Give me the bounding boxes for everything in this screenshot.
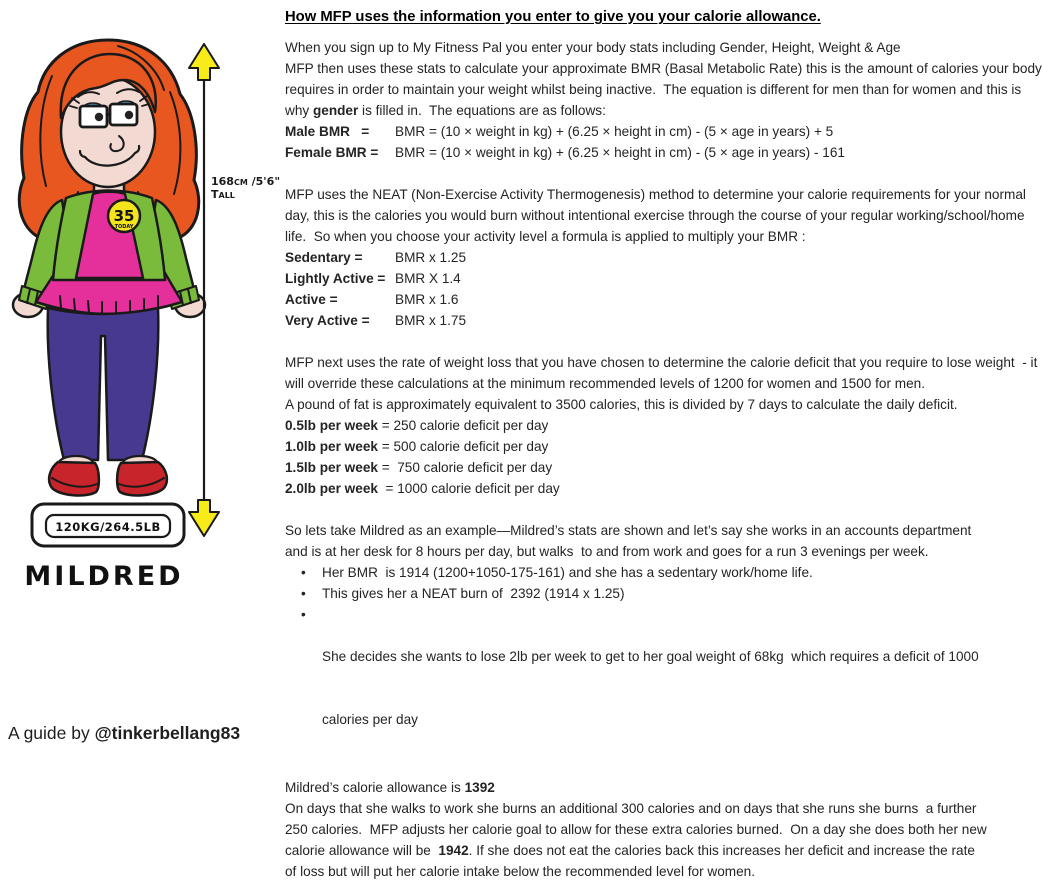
equation-label: Male BMR = — [285, 124, 370, 139]
activity-row-sedentary — [285, 247, 1037, 268]
text-segment: calorie allowance will be — [285, 843, 439, 858]
paragraph-line: will override these calculations at the minimum recommended levels of 1200 for women and 1500 for men. — [285, 376, 925, 391]
paragraph-line: So lets take Mildred as an example—Mildred’s stats are shown and let’s say she works in an accounts department — [285, 523, 972, 538]
up-arrow-icon — [189, 44, 219, 80]
text-segment: . If she does not eat the calories back this increases her deficit and increase the rate — [468, 843, 975, 858]
bullet-icon: • — [301, 586, 306, 601]
deficit-line — [285, 457, 1037, 478]
activity-label: Active = — [285, 292, 338, 307]
list-item — [285, 583, 1037, 604]
down-arrow-icon — [189, 500, 219, 536]
deficit-line — [285, 415, 1037, 436]
equation-label: Female BMR = — [285, 145, 379, 160]
list-item — [285, 604, 1037, 772]
height-label — [211, 175, 280, 201]
paragraph-line: of loss but will put her calorie intake below the recommended level for women. — [285, 864, 755, 879]
paragraph-line — [285, 840, 1037, 861]
bold-term: gender — [312, 103, 359, 118]
credit-text: A guide by — [8, 723, 95, 743]
paragraph-line: MFP next uses the rate of weight loss that you have chosen to determine the calorie deficit that you require to lose weight - it — [285, 355, 1038, 370]
paragraph-line: and is at her desk for 8 hours per day, but walks to and from work and goes for a run 3 evenings per week. — [285, 544, 929, 559]
mildred-figure-panel — [0, 0, 285, 625]
list-item — [285, 562, 1037, 583]
height-label-line2: Tall — [211, 188, 235, 201]
mildred-illustration — [0, 0, 285, 620]
activity-label: Sedentary = — [285, 250, 363, 265]
deficit-label: 1.5lb per week — [285, 460, 378, 475]
activity-multiplier: BMR x 1.75 — [395, 313, 467, 328]
shoes — [49, 456, 167, 495]
activity-label: Lightly Active = — [285, 271, 386, 286]
text-segment: why — [285, 103, 313, 118]
bullet-text-line: She decides she wants to lose 2lb per week to get to her goal weight of 68kg which requires a deficit of 1000 — [322, 649, 979, 664]
paragraph-line: requires in order to maintain your weight whilst being inactive. The equation is different for men than for women and this is — [285, 82, 1022, 97]
deficit-value: = 250 calorie deficit per day — [377, 418, 549, 433]
deficit-value: = 1000 calorie deficit per day — [377, 481, 560, 496]
paragraph-line — [285, 100, 1037, 121]
scale-reading: 120KG/264.5LB — [55, 520, 161, 534]
leggings — [48, 308, 159, 460]
equation-formula: BMR = (10 × weight in kg) + (6.25 × height in cm) - (5 × age in years) - 161 — [395, 145, 845, 160]
badge-caption: TODAY — [114, 224, 134, 230]
allowance-line — [285, 777, 1037, 798]
deficit-value: = 500 calorie deficit per day — [377, 439, 549, 454]
bullet-text — [322, 604, 979, 772]
bullet-icon: • — [301, 607, 306, 622]
deficit-label: 2.0lb per week — [285, 481, 378, 496]
activity-multiplier: BMR x 1.25 — [395, 250, 467, 265]
figure-name: MILDRED — [24, 561, 184, 592]
credit-handle: @tinkerbellang83 — [94, 723, 241, 743]
allowance-value: 1392 — [464, 780, 495, 795]
badge-age: 35 — [113, 207, 135, 225]
equation-row-female — [285, 142, 1037, 163]
bullet-text: Her BMR is 1914 (1200+1050-175-161) and she has a sedentary work/home life. — [322, 565, 813, 580]
equation-formula: BMR = (10 × weight in kg) + (6.25 × height in cm) - (5 × age in years) + 5 — [395, 124, 834, 139]
page-title: How MFP uses the information you enter to give you your calorie allowance. — [285, 9, 821, 25]
paragraph-line: A pound of fat is approximately equivalent to 3500 calories, this is divided by 7 days to calculate the daily deficit. — [285, 397, 958, 412]
deficit-value: = 750 calorie deficit per day — [377, 460, 553, 475]
credit-line — [8, 721, 240, 745]
paragraph-line: 250 calories. MFP adjusts her calorie goal to allow for these extra calories burned. On a day she does both her new — [285, 822, 987, 837]
bullet-text-line: calories per day — [322, 712, 418, 727]
activity-multiplier: BMR X 1.4 — [395, 271, 461, 286]
paragraph-line: day, this is the calories you would burn without intentional exercise through the course of your regular working/school/home — [285, 208, 1025, 223]
text-segment: is filled in. The equations are as follows: — [358, 103, 606, 118]
spacer — [285, 499, 1037, 520]
new-allowance-value: 1942 — [438, 843, 469, 858]
deficit-label: 1.0lb per week — [285, 439, 378, 454]
weighing-scale — [32, 504, 184, 546]
deficit-line — [285, 436, 1037, 457]
text-segment: Mildred’s calorie allowance is — [285, 780, 465, 795]
paragraph-line: MFP uses the NEAT (Non-Exercise Activity Thermogenesis) method to determine your calorie requirements for your normal — [285, 187, 1026, 202]
spacer — [285, 163, 1037, 184]
paragraph-line: When you sign up to My Fitness Pal you enter your body stats including Gender, Height, Weight & Age — [285, 40, 901, 55]
deficit-label: 0.5lb per week — [285, 418, 378, 433]
spacer — [285, 331, 1037, 352]
paragraph-line: On days that she walks to work she burns an additional 300 calories and on days that she runs she burns a further — [285, 801, 977, 816]
birthday-badge — [108, 200, 140, 232]
bullet-text: This gives her a NEAT burn of 2392 (1914 x 1.25) — [322, 586, 625, 601]
activity-multiplier: BMR x 1.6 — [395, 292, 459, 307]
activity-label: Very Active = — [285, 313, 370, 328]
bullet-icon: • — [301, 565, 306, 580]
height-label-line1: 168cm /5'6" — [211, 175, 281, 188]
paragraph-line: life. So when you choose your activity level a formula is applied to multiply your BMR : — [285, 229, 806, 244]
guide-text-column — [285, 6, 1042, 882]
activity-row-very-active — [285, 310, 1037, 331]
activity-row-lightly-active — [285, 268, 1037, 289]
activity-row-active — [285, 289, 1037, 310]
paragraph-line: MFP then uses these stats to calculate your approximate BMR (Basal Metabolic Rate) this is the amount of calories your body — [285, 61, 1042, 76]
equation-row-male — [285, 121, 1037, 142]
deficit-line — [285, 478, 1037, 499]
